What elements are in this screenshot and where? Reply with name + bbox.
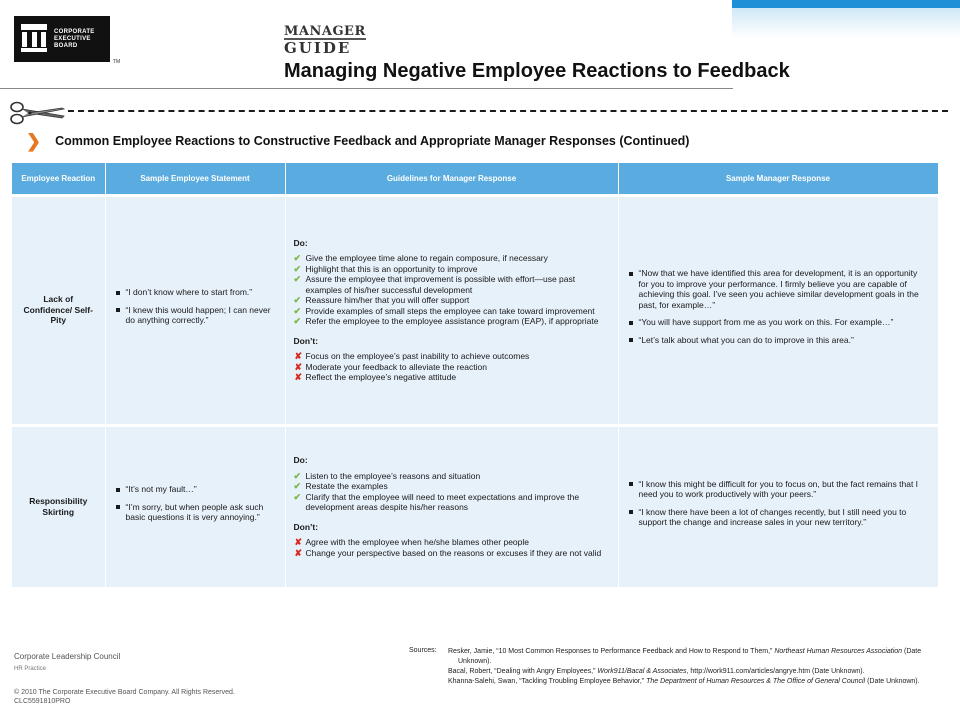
source-item: Khanna-Salehi, Swan, “Tackling Troubling Employee Behavior,” The Department of Human Resources & The Office of General Council (Date Unknown).: [448, 678, 920, 685]
building-icon: [20, 24, 48, 54]
sources-label: Sources:: [409, 647, 437, 654]
cross-icon: ✘: [294, 372, 303, 382]
source-item: Bacal, Robert, “Dealing with Angry Employees,” Work911/Bacal & Associates, http://work911.com/articles/angrye.htm (Date Unknown).: [448, 668, 865, 675]
manager-guide-badge: MANAGER GUIDE: [284, 24, 366, 57]
response-cell: [618, 195, 938, 425]
statement-item: “It’s not my fault…”: [114, 484, 277, 495]
dont-label: Don’t:: [293, 335, 319, 346]
table-row: [12, 425, 938, 587]
scissors-icon: [10, 101, 66, 125]
check-icon: ✔: [293, 295, 302, 305]
source-item: Resker, Jamie, “10 Most Common Responses to Performance Feedback and How to Respond to Them,” Northeast Human Resources Association (Date Unknown).: [448, 648, 922, 665]
logo-text: CORPORATE EXECUTIVE BOARD: [54, 28, 95, 49]
practice-name: HR Practice: [14, 666, 47, 672]
section-title: Common Employee Reactions to Constructive Feedback and Appropriate Manager Responses (Continued): [55, 134, 690, 148]
do-item: ✔ Highlight that this is an opportunity to improve: [293, 263, 478, 274]
reaction-cell: Responsibility Skirting: [12, 425, 105, 587]
top-accent-bar: [732, 0, 960, 8]
dont-item: ✘ Change your perspective based on the reasons or excuses if they are not valid: [294, 547, 602, 558]
cross-icon: ✘: [294, 547, 303, 558]
reaction-cell: Lack of Confidence/ Self-Pity: [12, 195, 105, 425]
dont-item: ✘ Reflect the employee’s negative attitude: [294, 372, 457, 382]
sources-list: [448, 647, 944, 687]
response-item: “Now that we have identified this area for development, it is an opportunity for you to improve your performance. I firmly believe you are capable of achieving this goal. I’ve seen you achieve similar development goals in the past, for example…”: [627, 268, 930, 310]
header-sample-statement: Sample Employee Statement: [105, 163, 285, 195]
do-item: ✔ Refer the employee to the employee assistance program (EAP), if appropriate: [293, 316, 599, 326]
guidelines-cell: [285, 195, 618, 425]
check-icon: ✔: [293, 263, 302, 274]
trademark: TM: [113, 59, 121, 65]
cut-line: [68, 110, 948, 112]
response-item: “I know there have been a lot of changes recently, but I still need you to support the change and increase sales in your new territory.”: [627, 507, 930, 528]
title-divider: [0, 88, 733, 89]
cross-icon: ✘: [294, 351, 303, 361]
table-row: [12, 195, 938, 425]
reactions-table: [12, 163, 939, 587]
guidelines-cell: [285, 425, 618, 587]
ceb-logo: [14, 16, 110, 62]
council-name: Corporate Leadership Council: [14, 652, 121, 661]
do-item: ✔ Clarify that the employee will need to meet expectations and improve the development areas despite his/her reasons: [293, 491, 580, 513]
dont-item: ✘ Agree with the employee when he/she blames other people: [294, 537, 530, 548]
statement-cell: [105, 195, 285, 425]
page-title: Managing Negative Employee Reactions to Feedback: [284, 60, 790, 82]
do-item: ✔ Provide examples of small steps the employee can take toward improvement: [293, 305, 595, 316]
response-cell: [618, 425, 938, 587]
statement-item: “I knew this would happen; I can never do anything correctly.”: [114, 305, 277, 326]
do-item: ✔ Reassure him/her that you will offer support: [293, 295, 470, 305]
cross-icon: ✘: [294, 361, 303, 372]
check-icon: ✔: [293, 491, 302, 502]
check-icon: ✔: [293, 253, 302, 263]
chevron-right-icon: ❯: [26, 131, 42, 151]
dont-item: ✘ Moderate your feedback to alleviate the reaction: [294, 361, 487, 372]
do-item: ✔ Assure the employee that improvement is possible with effort—use past examples of his/her successful development: [293, 274, 576, 295]
do-item: ✔ Give the employee time alone to regain composure, if necessary: [293, 253, 548, 263]
do-item: ✔ Listen to the employee’s reasons and situation: [293, 470, 481, 481]
header-guidelines: Guidelines for Manager Response: [285, 163, 618, 195]
response-item: “I know this might be difficult for you to focus on, but the fact remains that I need you to work productively with your peers.”: [627, 479, 930, 500]
do-item: ✔ Restate the examples: [293, 481, 388, 492]
dont-item: ✘ Focus on the employee’s past inability to achieve outcomes: [294, 351, 530, 361]
top-accent-gradient: [732, 8, 960, 38]
dont-label: Don’t:: [293, 521, 319, 532]
response-item: “You will have support from me as you work on this. For example…”: [627, 317, 930, 328]
cross-icon: ✘: [294, 537, 303, 548]
header-employee-reaction: Employee Reaction: [12, 163, 105, 195]
do-label: Do:: [293, 237, 308, 248]
check-icon: ✔: [293, 470, 302, 481]
check-icon: ✔: [293, 316, 302, 326]
statement-item: “I’m sorry, but when people ask such basic questions it is very annoying.”: [114, 502, 277, 523]
section-heading: [26, 132, 689, 150]
copyright: © 2010 The Corporate Executive Board Company. All Rights Reserved. CLC5591810PRO: [14, 689, 235, 705]
do-label: Do:: [293, 455, 308, 466]
header-sample-response: Sample Manager Response: [618, 163, 938, 195]
check-icon: ✔: [293, 274, 302, 284]
statement-item: “I don’t know where to start from.”: [114, 287, 277, 298]
response-item: “Let’s talk about what you can do to improve in this area.”: [627, 335, 930, 346]
statement-cell: [105, 425, 285, 587]
check-icon: ✔: [293, 305, 302, 316]
check-icon: ✔: [293, 481, 302, 492]
